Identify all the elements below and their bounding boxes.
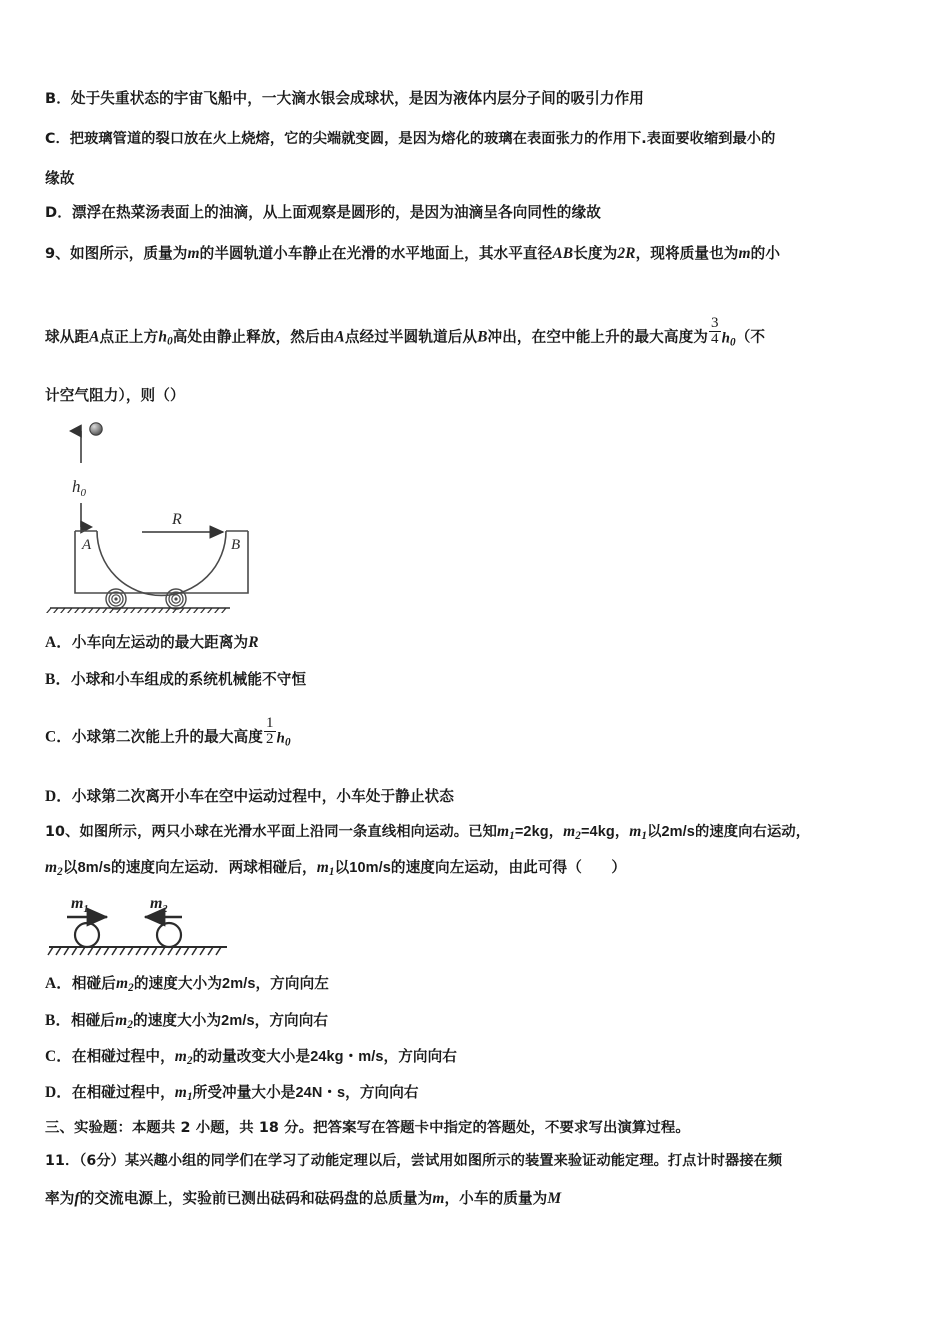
q10-option-c-value: 24kg・m/s [310, 1049, 384, 1065]
q10-option-a-seg3: ，方向向左 [255, 975, 329, 992]
q10-stem-seg5: 的速度向左运动．两球相碰后， [111, 859, 317, 876]
q10-stem-line2 [45, 857, 920, 883]
q9-option-a [45, 632, 920, 654]
q9-stem-line3 [45, 385, 920, 407]
q9-var-a-point2: A [334, 328, 345, 346]
q10-stem-seg3: 的速度向右运动， [694, 824, 811, 840]
q9-stem-seg10: 冲出，在空中能上升的最大高度为 [487, 328, 708, 346]
q9-option-c-frac-var: h [276, 730, 285, 747]
m1-label-sub: 1 [83, 904, 89, 915]
q9-stem-seg6: 球从距 [45, 328, 90, 346]
q10-option-c-seg3: ，方向向右 [383, 1048, 458, 1065]
q10-option-c-seg2: 的动量改变大小是 [192, 1048, 311, 1065]
q9-option-c [45, 714, 920, 754]
q9-option-a-var: R [248, 634, 259, 651]
ground-hatching-2 [48, 947, 221, 955]
ball-m1-icon [75, 923, 99, 947]
m1-label: $m_1$ [71, 895, 89, 915]
q9-option-c-fraction-half [263, 714, 291, 754]
q10-option-d-value: 24N・s [295, 1085, 346, 1101]
m2-label: $m_2$ [150, 895, 168, 915]
q9-var-m: m [187, 245, 200, 262]
q9-var-m2: m [738, 245, 751, 262]
q9-option-b [45, 669, 920, 691]
q9-var-h0: h [158, 328, 168, 346]
q9-stem-seg8: 高处由静止释放，然后由 [172, 328, 335, 346]
two-balls-svg [45, 893, 275, 961]
q9-frac-denominator: 4 [710, 331, 719, 347]
q10-option-a-var-sub: 2 [128, 982, 134, 995]
q9-option-b-text: 小球和小车组成的系统机械能不守恒 [71, 671, 307, 688]
q11-line2-seg2: 的交流电源上，实验前已测出砝码和砝码盘的总质量为 [79, 1190, 433, 1207]
q9-option-c-text: 小球第二次能上升的最大高度 [71, 728, 263, 746]
q10-stem-seg6: 以 [334, 859, 350, 876]
q9-frac-numerator: 3 [710, 314, 719, 331]
q10-option-a-letter: A． [45, 975, 72, 992]
q10-option-b [45, 1010, 920, 1036]
q9-option-d-text: 小球第二次离开小车在空中运动过程中，小车处于静止状态 [71, 788, 454, 805]
q10-option-c-var: m [174, 1048, 187, 1065]
q9-option-a-text: 小车向左运动的最大距离为 [71, 634, 249, 651]
q10-stem-line1 [45, 821, 920, 847]
semicircular-track [97, 531, 226, 595]
q10-option-b-var: m [115, 1012, 128, 1029]
q11-var-M: M [547, 1190, 562, 1207]
q10-val-v1: 2m/s [661, 824, 695, 840]
q10-stem-seg4: 以 [62, 859, 78, 876]
q10-var-m1b: m [629, 823, 642, 840]
radius-label: R [172, 511, 182, 528]
q9-frac-var: h [721, 330, 731, 347]
q10-option-c-var-sub: 2 [186, 1055, 193, 1068]
section3-heading [45, 1117, 920, 1139]
q10-var-m1c: m [316, 859, 329, 876]
q10-var-m1b-sub: 1 [641, 830, 648, 843]
q8-option-c-cont: 缘故 [45, 170, 75, 187]
q10-var-m2-sub: 2 [575, 830, 581, 843]
q9-option-c-frac-denominator: 2 [265, 731, 274, 747]
q9-stem-line1 [45, 243, 920, 265]
h0-label-sub: 0 [80, 487, 86, 499]
q9-var-h0-sub: 0 [167, 335, 173, 348]
q9-stem-seg2: 的半圆轨道小车静止在光滑的水平地面上，其水平直径 [199, 245, 553, 262]
q10-var-m2: m [563, 823, 576, 840]
q11-var-m: m [432, 1190, 445, 1207]
q10-val-m2: =4kg [580, 824, 615, 840]
cart-diagram-svg [45, 418, 285, 613]
q10-sep2: ， [614, 824, 630, 840]
q10-stem-seg7: 的速度向左运动，由此可得（ ） [390, 859, 627, 876]
wheel-left [106, 589, 126, 609]
q11-line2 [45, 1188, 920, 1210]
q10-var-m2b: m [45, 859, 58, 876]
q10-option-d [45, 1082, 920, 1108]
q10-option-a-value: 2m/s [222, 976, 256, 992]
q9-stem-seg7: 点正上方 [99, 328, 159, 346]
point-b-label: B [231, 537, 241, 553]
q9-stem-line2 [45, 314, 920, 354]
q8-option-d [45, 202, 920, 224]
q8-option-c-line2 [45, 168, 920, 190]
q9-option-a-letter: A． [45, 634, 72, 651]
q9-stem-seg3: 长度为 [573, 245, 618, 262]
q11-line2-seg1: 率为 [45, 1190, 75, 1207]
point-a-label: A [82, 537, 92, 553]
q10-option-b-seg3: ，方向向右 [254, 1012, 329, 1029]
q11-line1 [45, 1150, 920, 1172]
q10-option-a [45, 973, 920, 999]
q10-var-m1-sub: 1 [509, 830, 515, 843]
q9-stem-seg9: 点经过半圆轨道后从 [344, 328, 478, 346]
q9-var-2r: 2R [617, 245, 636, 262]
cart-body-outline [75, 531, 248, 593]
q9-frac-var-sub: 0 [730, 336, 736, 349]
q10-var-m2b-sub: 2 [57, 866, 63, 879]
q9-var-a-point: A [89, 328, 100, 346]
q10-option-a-seg1: 相碰后 [71, 975, 116, 992]
q10-option-d-var-sub: 1 [186, 1091, 193, 1104]
q10-option-a-seg2: 的速度大小为 [133, 975, 223, 992]
q10-val-m1: =2kg [514, 824, 549, 840]
q9-var-ab: AB [552, 245, 574, 262]
q9-option-d-letter: D． [45, 788, 72, 805]
q8-option-c-text: C．把玻璃管道的裂口放在火上烧熔，它的尖端就变圆，是因为熔化的玻璃在表面张力的作用下.表面要收缩到最小的 [45, 131, 776, 147]
q10-option-d-seg3: ，方向向右 [345, 1084, 419, 1101]
q9-option-c-frac-var-sub: 0 [285, 736, 291, 749]
m2-label-sub: 2 [162, 904, 168, 915]
q9-option-b-letter: B． [45, 671, 72, 688]
q9-stem-seg12: 计空气阻力），则（） [45, 387, 185, 404]
q10-option-c-seg1: 在相碰过程中， [71, 1048, 175, 1065]
q10-figure-two-balls-collision [45, 893, 275, 961]
q9-option-c-frac-numerator: 1 [265, 714, 274, 731]
q8-option-c-line1 [45, 128, 920, 150]
q10-val-v2: 8m/s [77, 860, 112, 876]
q9-fraction-three-quarters [708, 314, 736, 354]
wheel-right [166, 589, 186, 609]
q10-option-d-seg1: 在相碰过程中， [71, 1084, 175, 1101]
q9-stem-seg5: 的小 [750, 245, 781, 262]
q9-stem-seg4: ，现将质量也为 [635, 245, 739, 262]
q10-val-v3: 10m/s [349, 860, 391, 876]
q8-option-b [45, 88, 920, 110]
q10-option-b-value: 2m/s [221, 1013, 255, 1029]
q10-option-d-letter: D． [45, 1084, 72, 1101]
q9-stem-seg1: 9、如图所示，质量为 [45, 245, 188, 262]
q11-line2-seg3: ，小车的质量为 [444, 1190, 548, 1207]
q8-option-d-text: D．漂浮在热菜汤表面上的油滴，从上面观察是圆形的，是因为油滴呈各向同性的缘故 [45, 204, 601, 221]
q9-stem-seg11: （不 [735, 328, 766, 346]
ball-m2-icon [157, 923, 181, 947]
q9-figure-semicircular-track-cart [45, 418, 285, 613]
q9-option-c-letter: C． [45, 728, 72, 746]
section3-heading-text: 三、实验题：本题共 2 小题，共 18 分。把答案写在答题卡中指定的答题处，不要求写出演算过程。 [45, 1120, 690, 1136]
q10-option-b-seg1: 相碰后 [71, 1012, 116, 1029]
q10-option-b-var-sub: 2 [127, 1019, 133, 1032]
q8-option-b-text: B．处于失重状态的宇宙飞船中，一大滴水银会成球状，是因为液体内层分子间的吸引力作用 [45, 90, 644, 107]
q10-option-b-letter: B． [45, 1012, 72, 1029]
q10-var-m1: m [497, 823, 510, 840]
ball-icon [90, 423, 102, 435]
q10-option-c [45, 1046, 920, 1072]
q10-option-d-seg2: 所受冲量大小是 [192, 1084, 296, 1101]
q11-line1-text: 11．（6分）某兴趣小组的同学们在学习了动能定理以后，尝试用如图所示的装置来验证动能定理。打点计时器接在频 [45, 1153, 783, 1169]
q10-option-c-letter: C． [45, 1048, 72, 1065]
q10-stem-seg1: 10、如图所示，两只小球在光滑水平面上沿同一条直线相向运动。已知 [45, 824, 497, 840]
q9-option-d [45, 786, 920, 808]
q11-var-f: f [74, 1190, 80, 1207]
q9-var-b-point: B [477, 328, 488, 346]
q10-option-b-seg2: 的速度大小为 [133, 1012, 222, 1029]
q10-sep1: ， [548, 824, 564, 840]
q10-option-d-var: m [174, 1084, 187, 1101]
h0-label: $h_0$ [72, 477, 86, 499]
q10-var-m1c-sub: 1 [328, 866, 335, 879]
q10-stem-seg2: 以 [647, 824, 662, 840]
q10-option-a-var: m [116, 975, 129, 992]
